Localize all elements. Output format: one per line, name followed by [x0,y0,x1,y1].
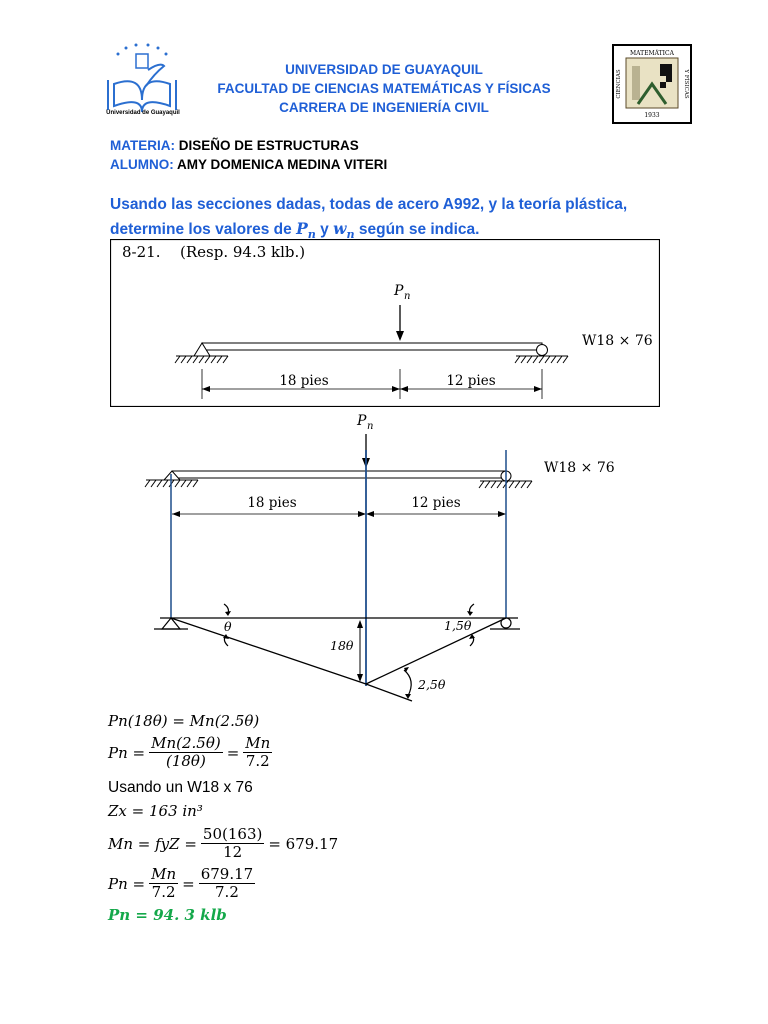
mech-load-sub: n [367,421,374,432]
equation-1: Pn(18θ) = Mn(2.5θ) [108,712,260,730]
mechanism-figure [140,410,660,710]
mech-beam [172,471,506,478]
problem-load-label: P [394,283,404,299]
mech-deflection: 18θ [330,638,354,653]
seal-year: 1933 [644,112,660,119]
seal-left-text: CIENCIAS [616,69,622,99]
problem-load-sub: n [404,291,411,302]
mech-span-left: 18 pies [247,495,297,511]
problem-span-left: 18 pies [279,373,329,389]
faculty-seal [612,44,692,124]
equation-3: Usando un W18 x 76 [108,779,253,796]
problem-answer: (Resp. 94.3 klb.) [180,243,306,261]
problem-beam [202,343,542,350]
problem-span-right: 12 pies [446,373,496,389]
problem-figure [110,239,660,407]
problem-statement [110,193,670,243]
mech-right-segment [366,618,506,684]
seal-right-text: Y FÍSICAS [683,69,689,99]
equation-4: Zx = 163 in³ [108,802,203,820]
mech-extension-line [366,684,412,701]
subject-key: MATERIA: [110,138,175,153]
prompt-line-2: determine los valores de $P_n$ y $w_n$ según se indica. [110,219,480,241]
student-line [110,157,387,172]
career-name: CARRERA DE INGENIERÍA CIVIL [279,100,489,115]
subject-line [110,138,359,153]
institution-heading [150,60,618,117]
problem-load-arrowhead [396,331,404,341]
equation-2: Pn = $\frac{Mn(2.5\theta)}{(18\theta)}$ = $\frac{Mn}{7.2}$ [108,734,271,770]
problem-section-label: W18 × 76 [582,333,653,349]
pn-symbol: $P_n$ [296,219,316,241]
mech-span-right: 12 pies [411,495,461,511]
final-result: Pn = 94. 3 klb [108,906,227,924]
problem-roller-support [537,345,548,356]
equation-5: Mn = fyZ = $\frac{50(163)}{12}$ = 679.17 [108,825,339,861]
mech-center-rotation: 2,5θ [418,677,446,692]
prompt-line-1: Usando las secciones dadas, todas de acero A992, y la teoría plástica, [110,196,628,213]
faculty-name: FACULTAD DE CIENCIAS MATEMÁTICAS Y FÍSICAS [217,81,551,96]
mech-theta: θ [224,619,232,634]
wn-symbol: $w_n$ [333,219,355,241]
student-value: AMY DOMENICA MEDINA VITERI [177,157,388,172]
seal-top-text: MATEMÁTICA [630,50,674,57]
mech-load-label: P [357,413,367,429]
subject-value: DISEÑO DE ESTRUCTURAS [178,138,359,153]
logo-caption: Universidad de Guayaquil [106,110,180,116]
mech-right-rotation: 1,5θ [444,618,472,633]
problem-number: 8-21. [122,243,161,261]
university-name: UNIVERSIDAD DE GUAYAQUIL [285,62,483,77]
mech-section-label: W18 × 76 [544,460,615,476]
equation-6: Pn = $\frac{Mn}{7.2}$ = $\frac{679.17}{7.2}$ [108,865,254,901]
student-key: ALUMNO: [110,157,174,172]
